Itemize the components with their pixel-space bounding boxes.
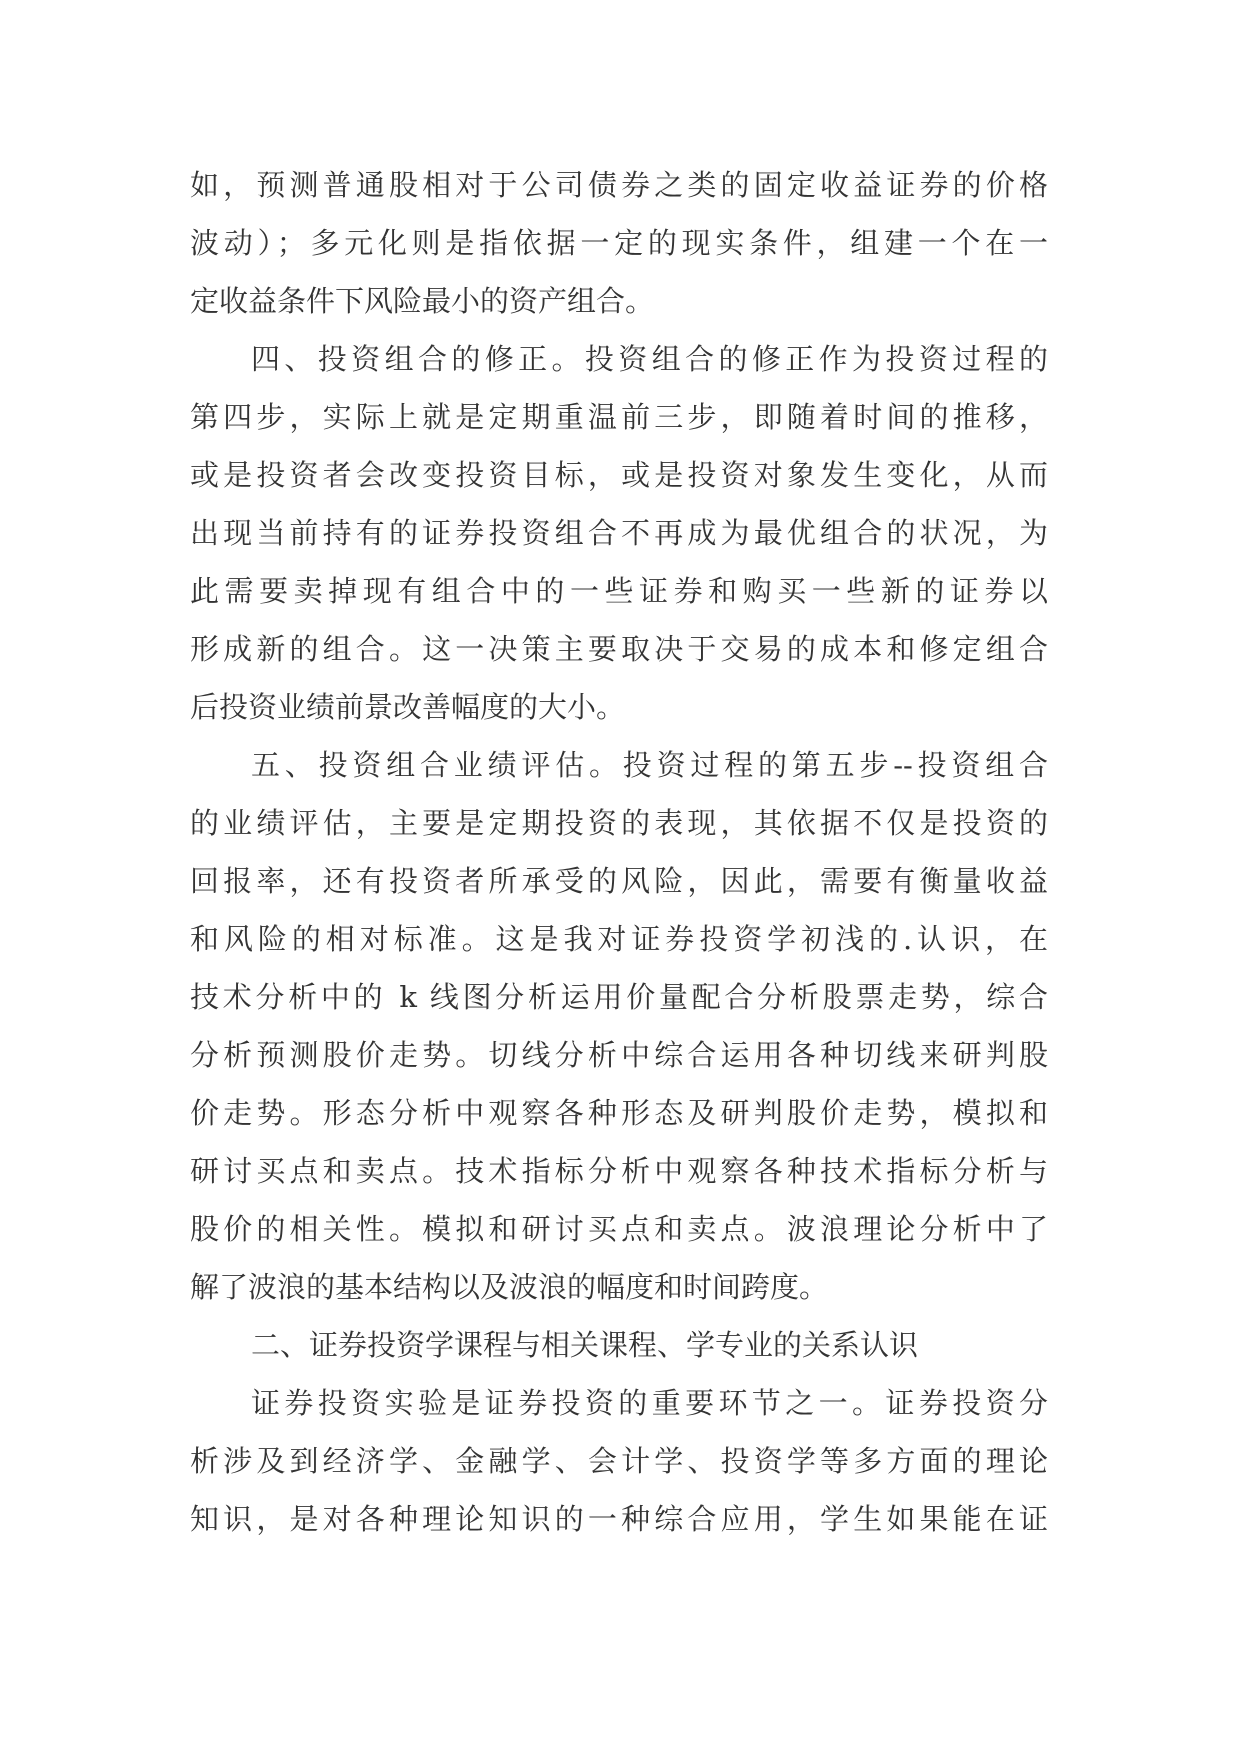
text-line: 第四步，实际上就是定期重温前三步，即随着时间的推移， — [190, 400, 1048, 434]
text-line: 和风险的相对标准。这是我对证券投资学初浅的.认识，在 — [190, 922, 1048, 956]
text-line: 分析预测股价走势。切线分析中综合运用各种切线来研判股 — [190, 1038, 1048, 1072]
text-line: 后投资业绩前景改善幅度的大小。 — [190, 690, 626, 724]
text-line: 形成新的组合。这一决策主要取决于交易的成本和修定组合 — [190, 632, 1048, 666]
text-line: 定收益条件下风险最小的资产组合。 — [190, 284, 655, 318]
text-line: 析涉及到经济学、金融学、会计学、投资学等多方面的理论 — [190, 1444, 1048, 1478]
text-line: 解了波浪的基本结构以及波浪的幅度和时间跨度。 — [190, 1270, 829, 1304]
text-line: 如，预测普通股相对于公司债券之类的固定收益证券的价格 — [190, 168, 1048, 202]
text-line: 出现当前持有的证券投资组合不再成为最优组合的状况，为 — [190, 516, 1048, 550]
text-line: 技术分析中的 k 线图分析运用价量配合分析股票走势，综合 — [190, 980, 1048, 1014]
text-line: 四、投资组合的修正。投资组合的修正作为投资过程的 — [251, 342, 1048, 376]
text-line: 二、证券投资学课程与相关课程、学专业的关系认识 — [251, 1328, 919, 1362]
text-line: 价走势。形态分析中观察各种形态及研判股价走势，模拟和 — [190, 1096, 1048, 1130]
text-line: 五、投资组合业绩评估。投资过程的第五步--投资组合 — [251, 748, 1048, 782]
text-line: 此需要卖掉现有组合中的一些证券和购买一些新的证券以 — [190, 574, 1048, 608]
text-line: 回报率，还有投资者所承受的风险，因此，需要有衡量收益 — [190, 864, 1048, 898]
document-body — [190, 156, 1048, 1548]
text-line: 波动）；多元化则是指依据一定的现实条件，组建一个在一 — [190, 226, 1048, 260]
text-line: 证券投资实验是证券投资的重要环节之一。证券投资分 — [251, 1386, 1048, 1420]
text-line: 的业绩评估，主要是定期投资的表现，其依据不仅是投资的 — [190, 806, 1048, 840]
text-line: 或是投资者会改变投资目标，或是投资对象发生变化，从而 — [190, 458, 1048, 492]
text-line: 股价的相关性。模拟和研讨买点和卖点。波浪理论分析中了 — [190, 1212, 1048, 1246]
text-line: 研讨买点和卖点。技术指标分析中观察各种技术指标分析与 — [190, 1154, 1048, 1188]
text-line: 知识，是对各种理论知识的一种综合应用，学生如果能在证 — [190, 1502, 1048, 1536]
